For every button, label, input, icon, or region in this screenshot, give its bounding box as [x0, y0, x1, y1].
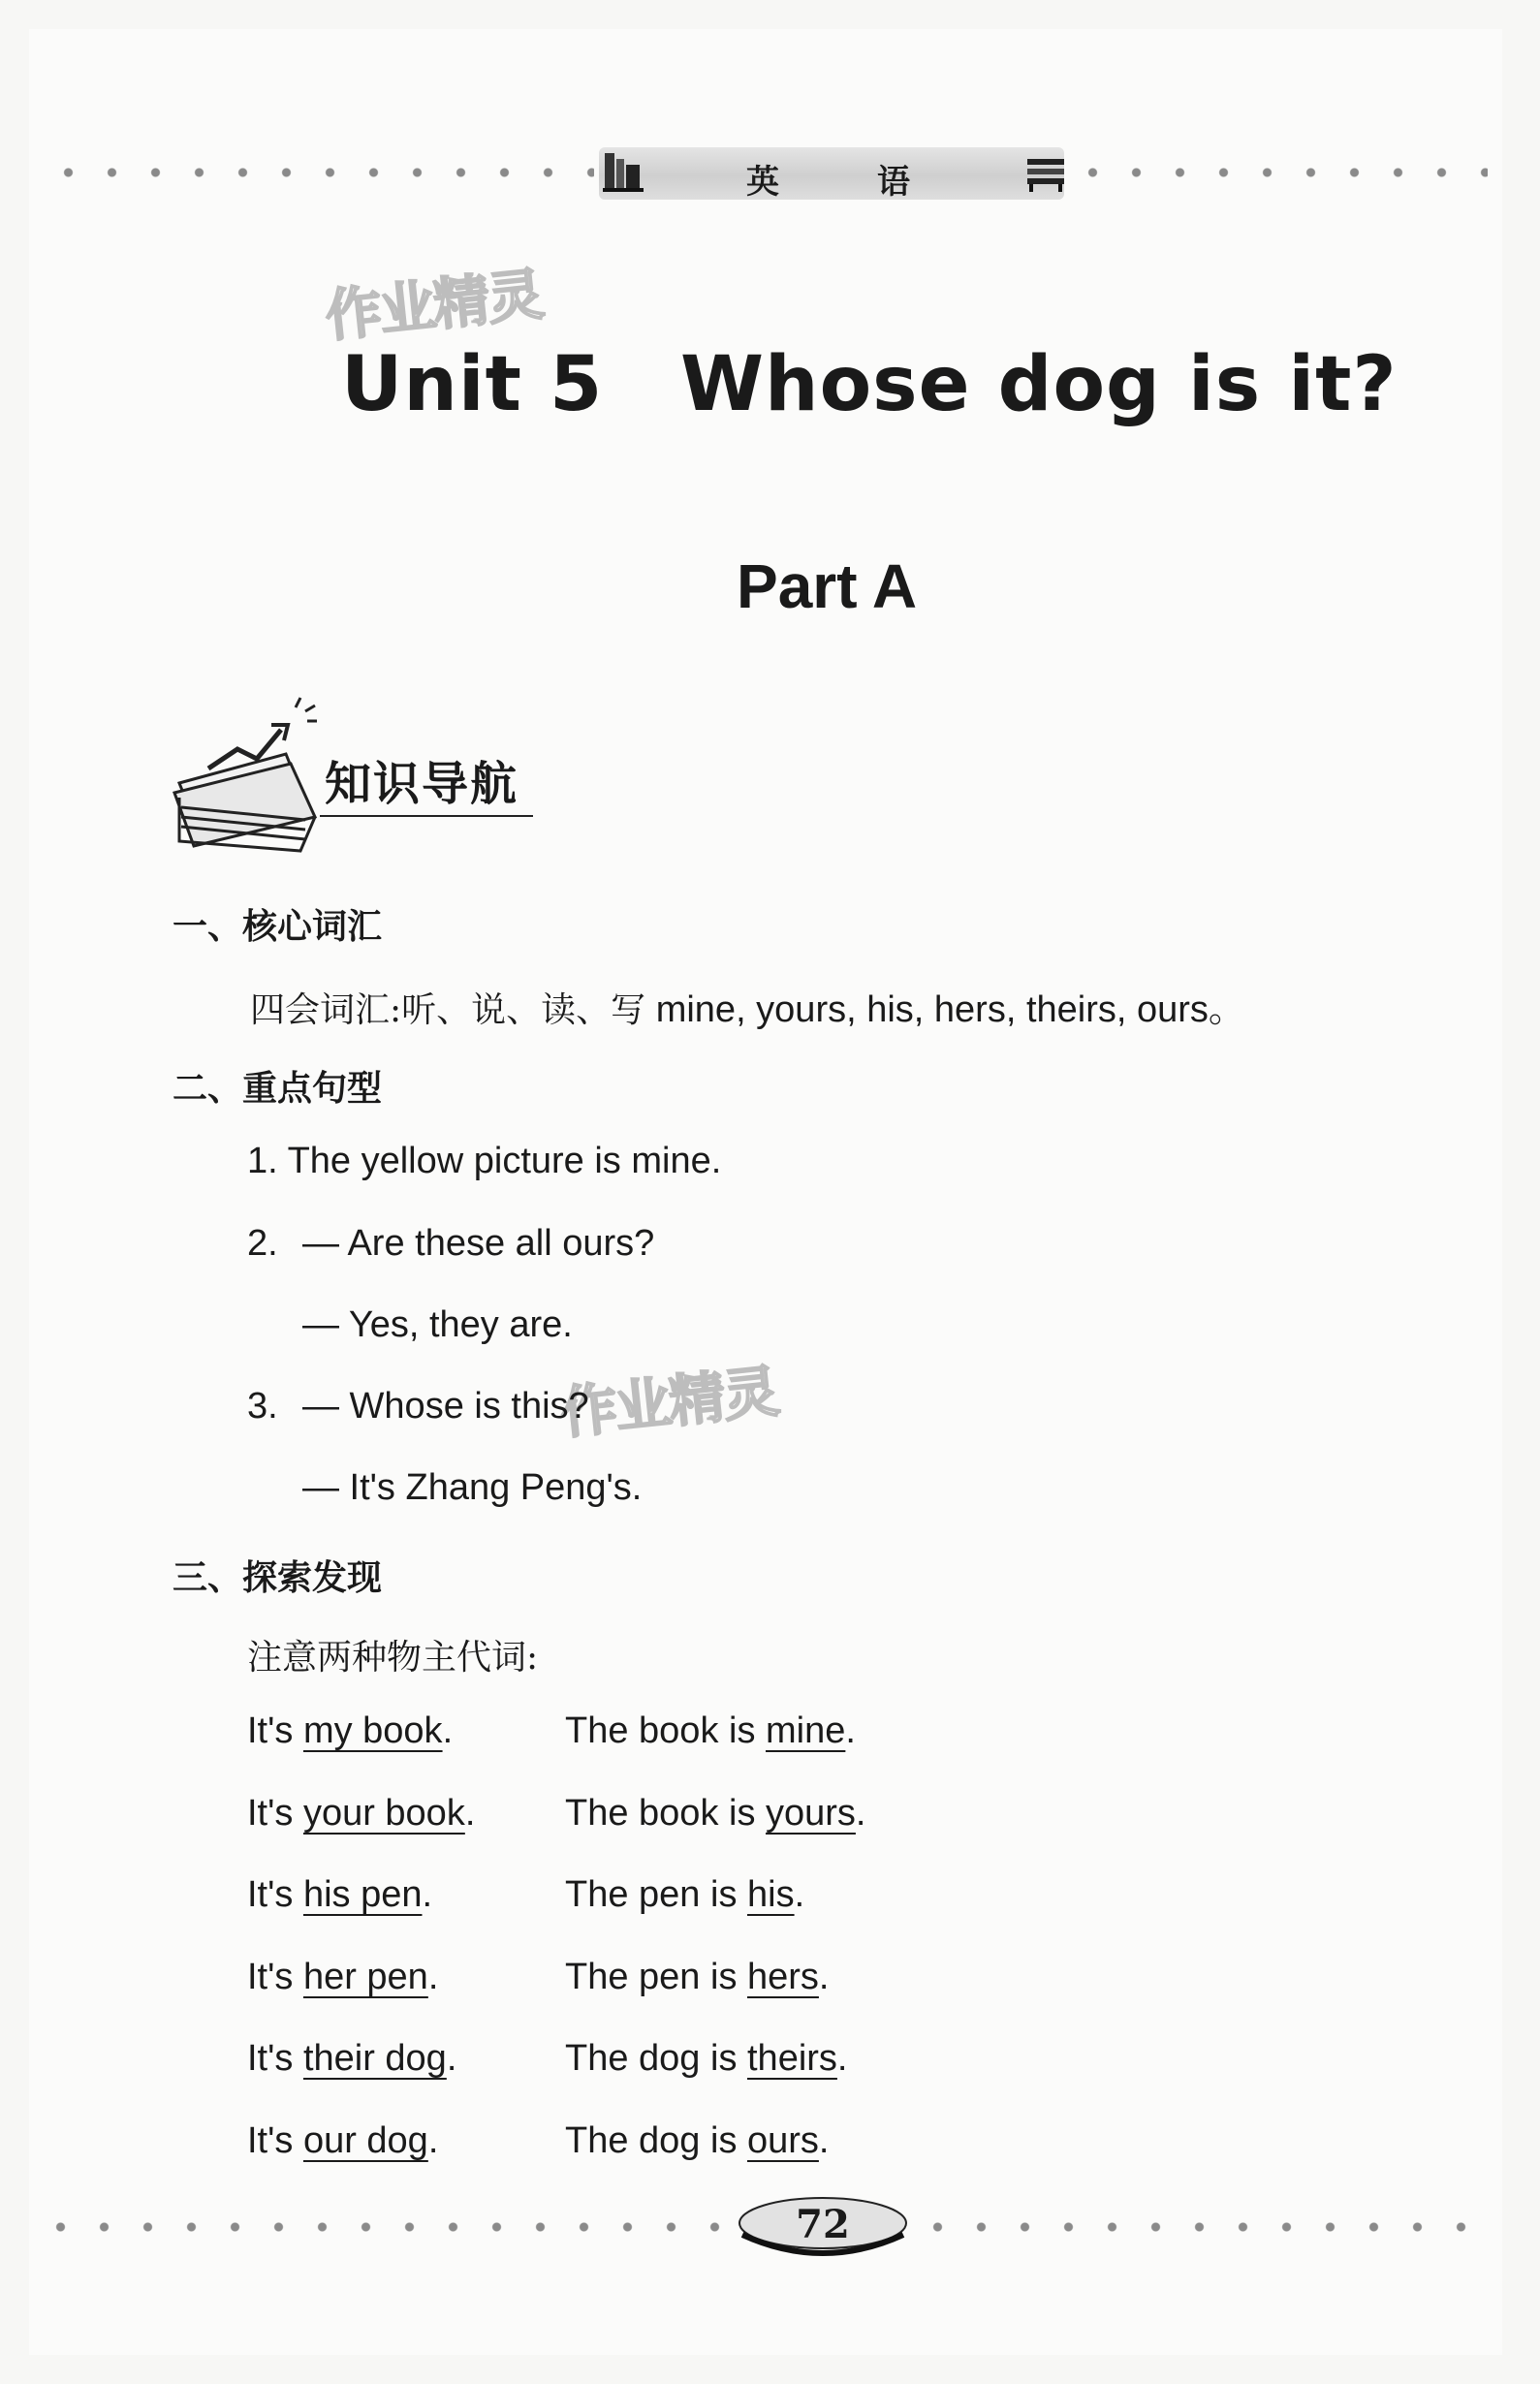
pair-left-3: It's his pen.	[247, 1874, 433, 1915]
watermark-top: 作业精灵	[322, 261, 546, 350]
page-number: 72	[796, 2202, 850, 2247]
subject-char-2: 语	[877, 163, 912, 202]
vocab-prefix: 四会词汇:听、说、读、写	[250, 990, 646, 1030]
section-heading-vocab: 一、核心词汇	[173, 907, 383, 947]
subject-char-1: 英	[746, 163, 781, 202]
header-dots-right	[1071, 167, 1488, 178]
pair-left-6: It's our dog.	[247, 2120, 439, 2161]
footer-dots-right	[916, 2221, 1488, 2233]
sentence-3-number: 3.	[247, 1386, 278, 1427]
header-dots-left	[47, 167, 594, 178]
part-title: Part A	[737, 551, 918, 621]
bookshelf-icon	[1025, 149, 1066, 192]
unit-name: Whose dog is it?	[680, 341, 1398, 428]
sentence-2-number: 2.	[247, 1223, 278, 1264]
section-heading-sentences: 二、重点句型	[173, 1069, 383, 1109]
pair-right-4: The pen is hers.	[565, 1957, 830, 1997]
pair-right-6: The dog is ours.	[565, 2120, 830, 2161]
footer-dots-left	[39, 2221, 732, 2233]
vocab-words: mine, yours, his, hers, theirs, ours。	[645, 989, 1245, 1030]
pair-left-1: It's my book.	[247, 1710, 454, 1751]
section-logo-label: 知识导航	[325, 757, 519, 811]
vocab-line	[250, 979, 1245, 1032]
sentence-2-question: — Are these all ours?	[302, 1223, 655, 1264]
header-banner	[599, 147, 1064, 200]
pair-right-5: The dog is theirs.	[565, 2038, 848, 2079]
watermark-middle: 作业精灵	[557, 1358, 781, 1447]
pair-right-3: The pen is his.	[565, 1874, 805, 1915]
pair-left-5: It's their dog.	[247, 2038, 457, 2079]
sentence-3-question: — Whose is this?	[302, 1386, 589, 1427]
pair-right-1: The book is mine.	[565, 1710, 856, 1751]
section-heading-explore: 三、探索发现	[173, 1558, 383, 1598]
sentence-2-answer: — Yes, they are.	[302, 1304, 573, 1345]
explore-intro: 注意两种物主代词:	[247, 1638, 539, 1678]
pair-left-2: It's your book.	[247, 1793, 476, 1834]
sentence-3-answer: — It's Zhang Peng's.	[302, 1467, 643, 1508]
sentence-1: 1. The yellow picture is mine.	[247, 1141, 722, 1181]
page-number-badge	[735, 2192, 911, 2262]
unit-number: Unit 5	[341, 341, 604, 428]
pair-right-2: The book is yours.	[565, 1793, 866, 1834]
books-icon	[603, 149, 644, 192]
pair-left-4: It's her pen.	[247, 1957, 439, 1997]
